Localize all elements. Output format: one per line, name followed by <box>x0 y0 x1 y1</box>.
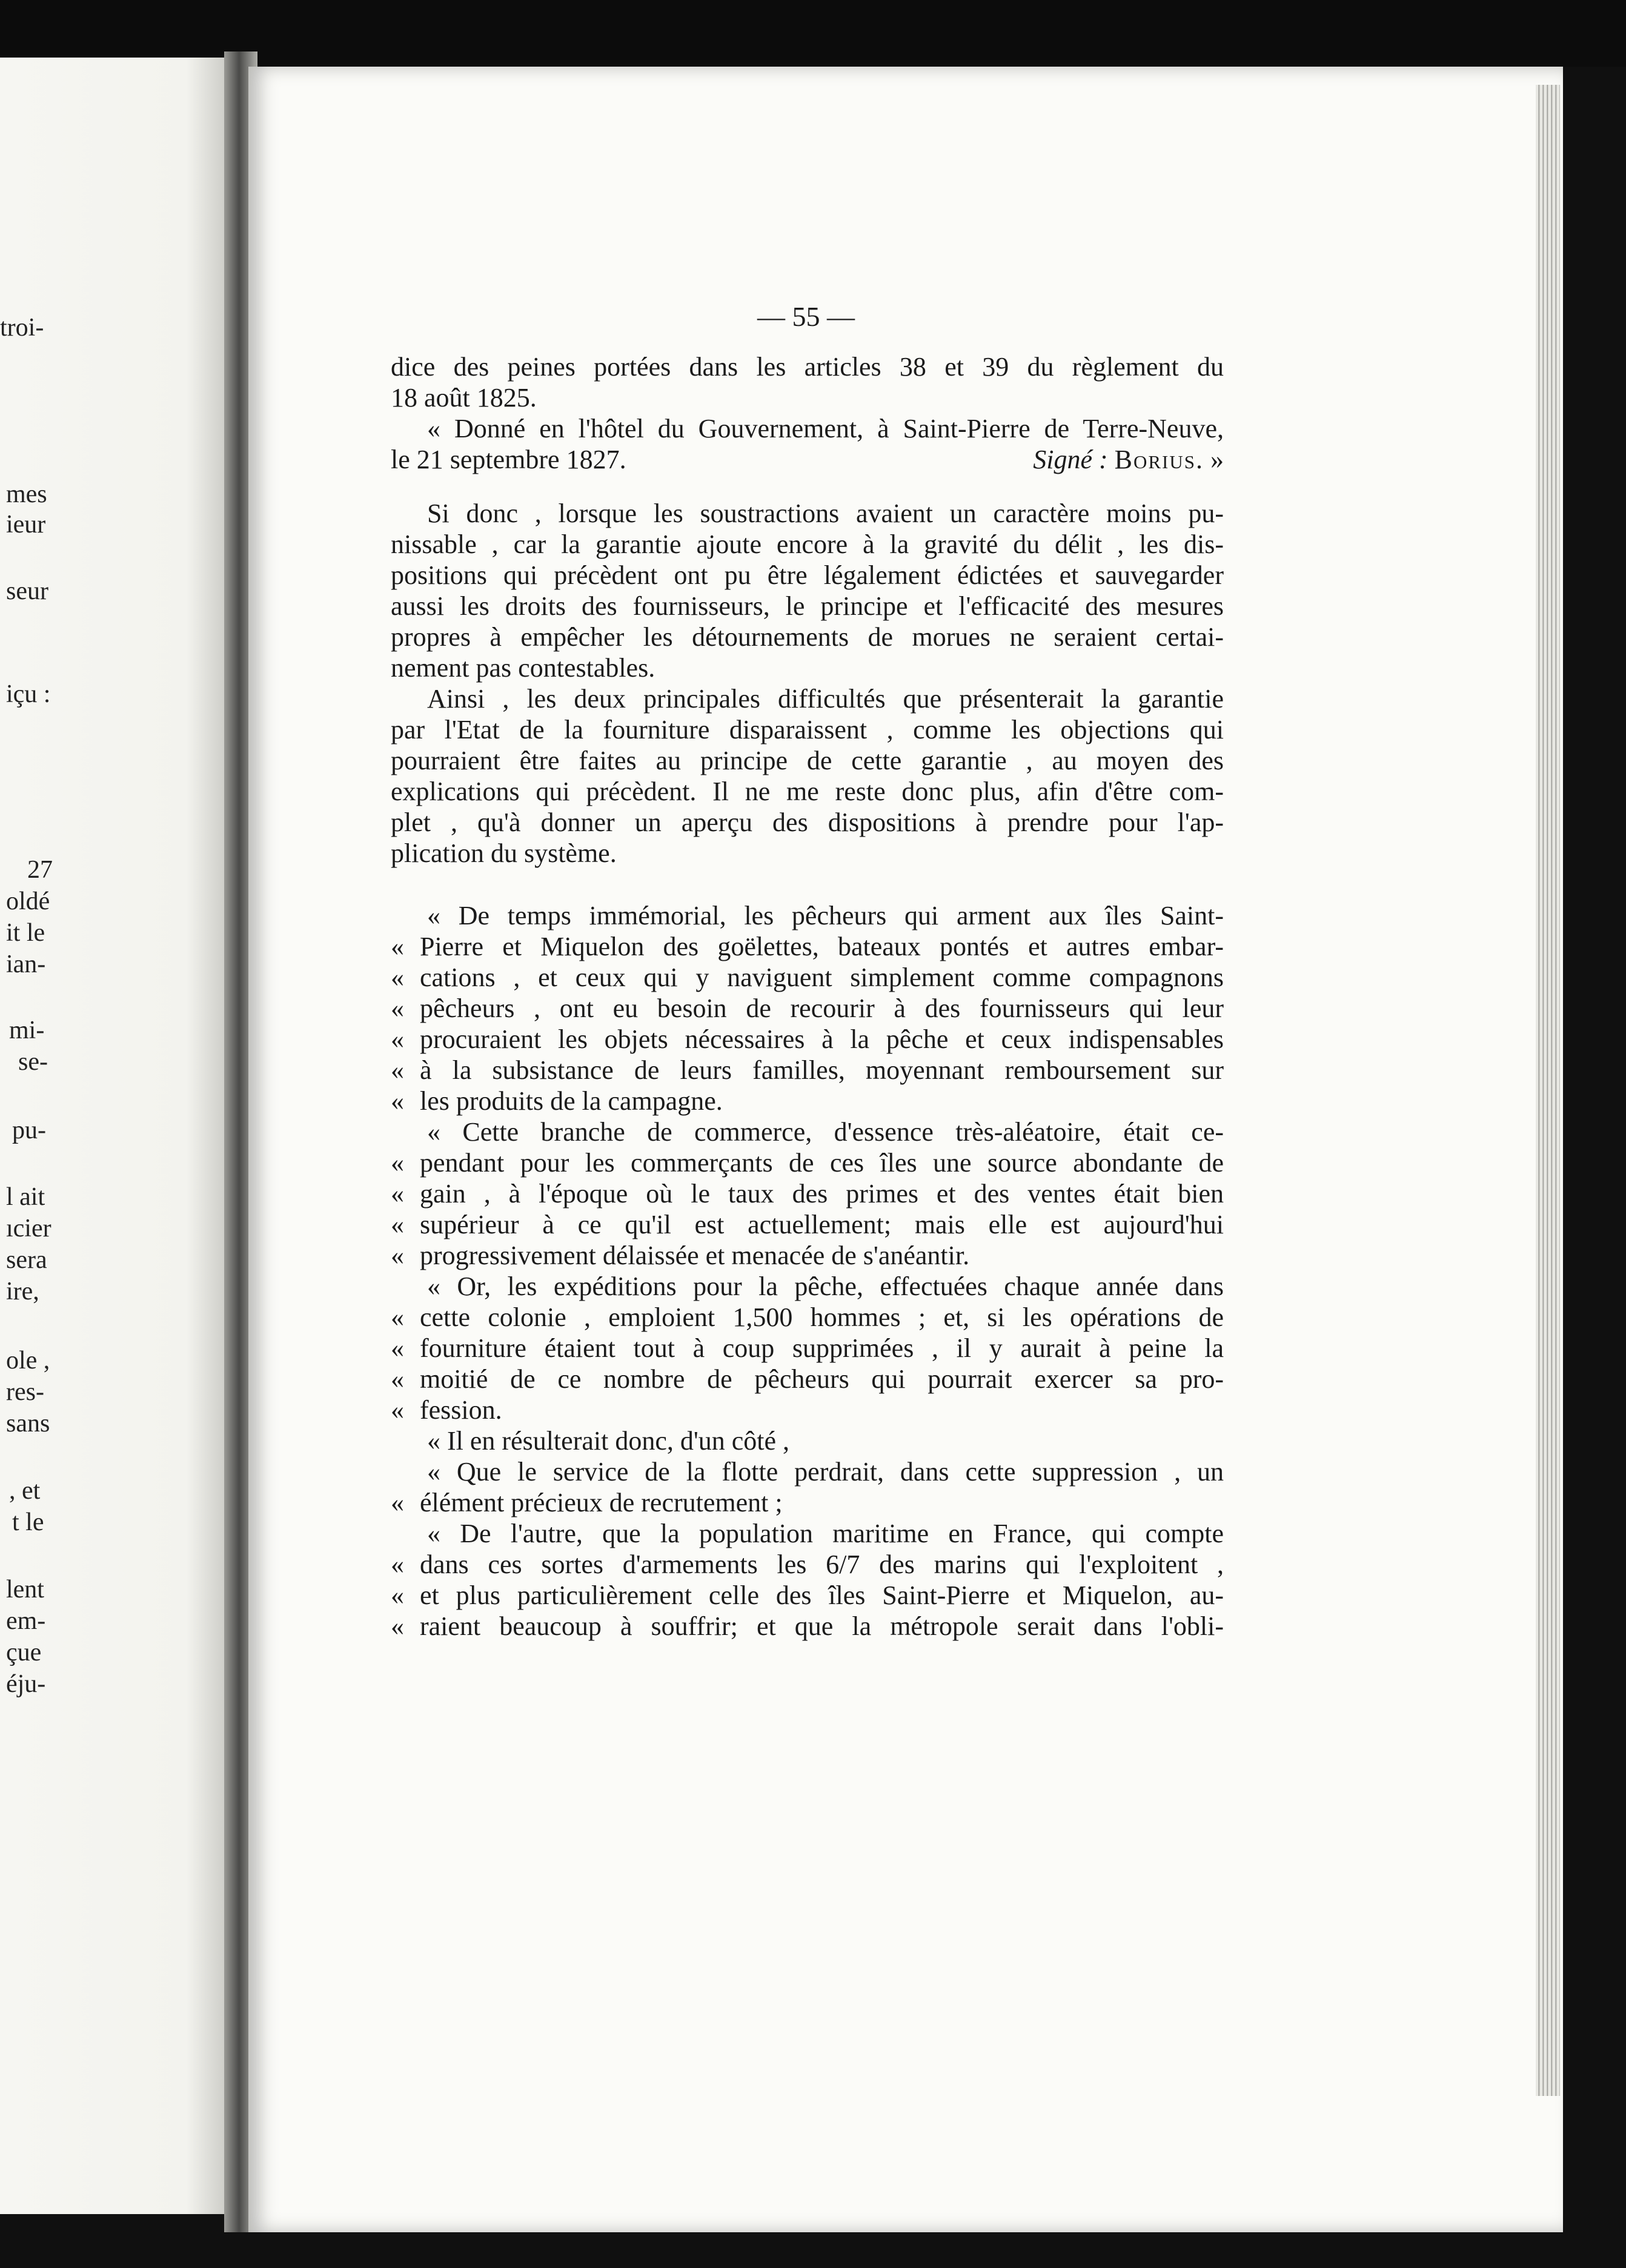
left-fragment: oldé <box>6 887 50 915</box>
left-fragment: em- <box>6 1607 46 1635</box>
left-fragment: 27 <box>27 856 53 884</box>
left-fragment: éju- <box>6 1670 46 1698</box>
quote-mark: « <box>391 993 404 1023</box>
text-line <box>391 1549 1224 1580</box>
quote-text: les produits de la campagne. <box>420 1086 723 1116</box>
left-fragment: mi- <box>9 1016 45 1044</box>
quote-text: élément précieux de recrutement ; <box>420 1488 783 1517</box>
text-line <box>391 962 1224 993</box>
left-fragment: se- <box>18 1048 48 1076</box>
quote-mark: « <box>391 1024 404 1054</box>
quote-mark: « <box>391 1086 404 1116</box>
quote-text: supérieur à ce qu'il est actuellement; mais elle est aujourd'hui <box>420 1210 1224 1239</box>
quote-text: et plus particulièrement celle des îles Saint-Pierre et Miquelon, au- <box>420 1580 1224 1610</box>
signature-close: » <box>1210 445 1224 474</box>
left-fragment: seur <box>6 577 48 605</box>
left-fragment: res- <box>6 1378 44 1406</box>
text-line <box>391 1147 1224 1178</box>
left-fragment: troi- <box>0 314 44 342</box>
left-fragment: it le <box>6 919 45 947</box>
text-line <box>391 1024 1224 1055</box>
left-fragment: ole , <box>6 1347 50 1374</box>
text-line: par l'Etat de la fourniture disparaissent , comme les objections qui <box>391 715 1224 744</box>
text-line <box>391 1580 1224 1611</box>
left-fragment: , et <box>9 1477 41 1505</box>
quote-mark: « <box>391 1488 404 1517</box>
text-line <box>391 1364 1224 1394</box>
quote-mark: « <box>391 1550 404 1579</box>
text-line: nement pas contestables. <box>391 653 655 683</box>
left-fragment: t le <box>12 1508 44 1536</box>
text-line: Ainsi , les deux principales difficultés que présenterait la garantie <box>427 684 1224 714</box>
text-line <box>391 931 1224 962</box>
quote-mark: « <box>391 1611 404 1641</box>
text-line <box>391 1178 1224 1209</box>
text-line: plet , qu'à donner un aperçu des dispositions à prendre pour l'ap- <box>391 807 1224 837</box>
text-line <box>391 993 1224 1024</box>
left-fragment: pu- <box>12 1116 46 1144</box>
text-line: « Que le service de la flotte perdrait, dans cette suppression , un <box>427 1457 1224 1487</box>
text-line: dice des peines portées dans les articles 38 et 39 du règlement du <box>391 352 1224 382</box>
quote-text: moitié de ce nombre de pêcheurs qui pourrait exercer sa pro- <box>420 1364 1224 1394</box>
quote-text: procuraient les objets nécessaires à la pêche et ceux indispensables <box>420 1024 1224 1054</box>
quote-text: pêcheurs , ont eu besoin de recourir à des fournisseurs qui leur <box>420 993 1224 1023</box>
text-line: nissable , car la garantie ajoute encore à la gravité du délit , les dis- <box>391 529 1224 559</box>
quote-mark: « <box>391 1241 404 1270</box>
text-line: explications qui précèdent. Il ne me reste donc plus, afin d'être com- <box>391 777 1224 806</box>
quote-mark: « <box>391 1148 404 1178</box>
text-line: « Il en résulterait donc, d'un côté , <box>427 1426 790 1456</box>
quote-mark: « <box>391 1302 404 1332</box>
signature-label: Signé : <box>1033 445 1108 474</box>
left-fragment: sera <box>6 1246 47 1274</box>
quote-text: à la subsistance de leurs familles, moyennant remboursement sur <box>420 1055 1224 1085</box>
text-line: aussi les droits des fournisseurs, le principe et l'efficacité des mesures <box>391 591 1224 621</box>
quote-mark: « <box>391 1395 404 1425</box>
signature-name: Borius. <box>1114 445 1204 474</box>
text-line <box>391 1055 1224 1086</box>
text-line: « Donné en l'hôtel du Gouvernement, à Saint-Pierre de Terre-Neuve, <box>427 414 1224 443</box>
text-line: « Cette branche de commerce, d'essence très-aléatoire, était ce- <box>427 1117 1224 1147</box>
decree-date: le 21 septembre 1827. <box>391 445 626 474</box>
quote-mark: « <box>391 1055 404 1085</box>
quote-text: cations , et ceux qui y naviguent simplement comme compagnons <box>420 963 1224 992</box>
left-facing-page <box>0 58 233 2214</box>
quote-text: cette colonie , emploient 1,500 hommes ; et, si les opérations de <box>420 1302 1224 1332</box>
text-line <box>391 1487 1224 1518</box>
left-fragment: çue <box>6 1639 42 1666</box>
text-line <box>391 1240 1224 1271</box>
quote-mark: « <box>391 1580 404 1610</box>
left-fragment: içu : <box>6 680 51 708</box>
text-line <box>391 1394 1224 1425</box>
page-text <box>391 351 1224 1642</box>
text-line: plication du système. <box>391 838 617 868</box>
left-fragment: ire, <box>6 1278 39 1305</box>
quote-mark: « <box>391 1333 404 1363</box>
text-line <box>391 1209 1224 1240</box>
text-line: « De l'autre, que la population maritime en France, qui compte <box>427 1519 1224 1548</box>
text-line: propres à empêcher les détournements de morues ne seraient certai- <box>391 622 1224 652</box>
quote-mark: « <box>391 932 404 961</box>
decree-date-line <box>391 444 1224 475</box>
quote-mark: « <box>391 1210 404 1239</box>
text-line <box>391 1302 1224 1333</box>
text-line: « Or, les expéditions pour la pêche, effectuées chaque année dans <box>427 1272 1224 1301</box>
left-fragment: ıcier <box>6 1215 51 1242</box>
quote-text: gain , à l'époque où le taux des primes et des ventes était bien <box>420 1179 1224 1209</box>
text-line: Si donc , lorsque les soustractions avaient un caractère moins pu- <box>427 499 1224 528</box>
quote-text: Pierre et Miquelon des goëlettes, bateaux pontés et autres embar- <box>420 932 1224 961</box>
text-line: « De temps immémorial, les pêcheurs qui arment aux îles Saint- <box>427 901 1224 930</box>
quote-text: raient beaucoup à souffrir; et que la métropole serait dans l'obli- <box>420 1611 1224 1641</box>
text-line: pourraient être faites au principe de cette garantie , au moyen des <box>391 746 1224 775</box>
left-fragment: sans <box>6 1410 50 1437</box>
page-number: — 55 — <box>757 301 855 332</box>
text-line <box>391 1086 1224 1116</box>
quote-mark: « <box>391 1364 404 1394</box>
page-edges <box>1536 85 1560 2096</box>
quote-text: progressivement délaissée et menacée de s'anéantir. <box>420 1241 970 1270</box>
quote-text: dans ces sortes d'armements les 6/7 des marins qui l'exploitent , <box>420 1550 1224 1579</box>
quote-text: fession. <box>420 1395 502 1425</box>
text-line: 18 août 1825. <box>391 383 537 413</box>
quote-mark: « <box>391 1179 404 1209</box>
left-fragment: l ait <box>6 1183 45 1211</box>
left-fragment: mes <box>6 480 47 508</box>
text-line <box>391 1611 1224 1642</box>
quote-text: fourniture étaient tout à coup supprimées , il y aurait à peine la <box>420 1333 1224 1363</box>
left-fragment: ian- <box>6 950 46 978</box>
left-fragment: lent <box>6 1576 44 1603</box>
text-line <box>391 1333 1224 1364</box>
left-fragment: ieur <box>6 511 46 539</box>
text-line: positions qui précèdent ont pu être légalement édictées et sauvegarder <box>391 560 1224 590</box>
quote-mark: « <box>391 963 404 992</box>
quote-text: pendant pour les commerçants de ces îles une source abondante de <box>420 1148 1224 1178</box>
